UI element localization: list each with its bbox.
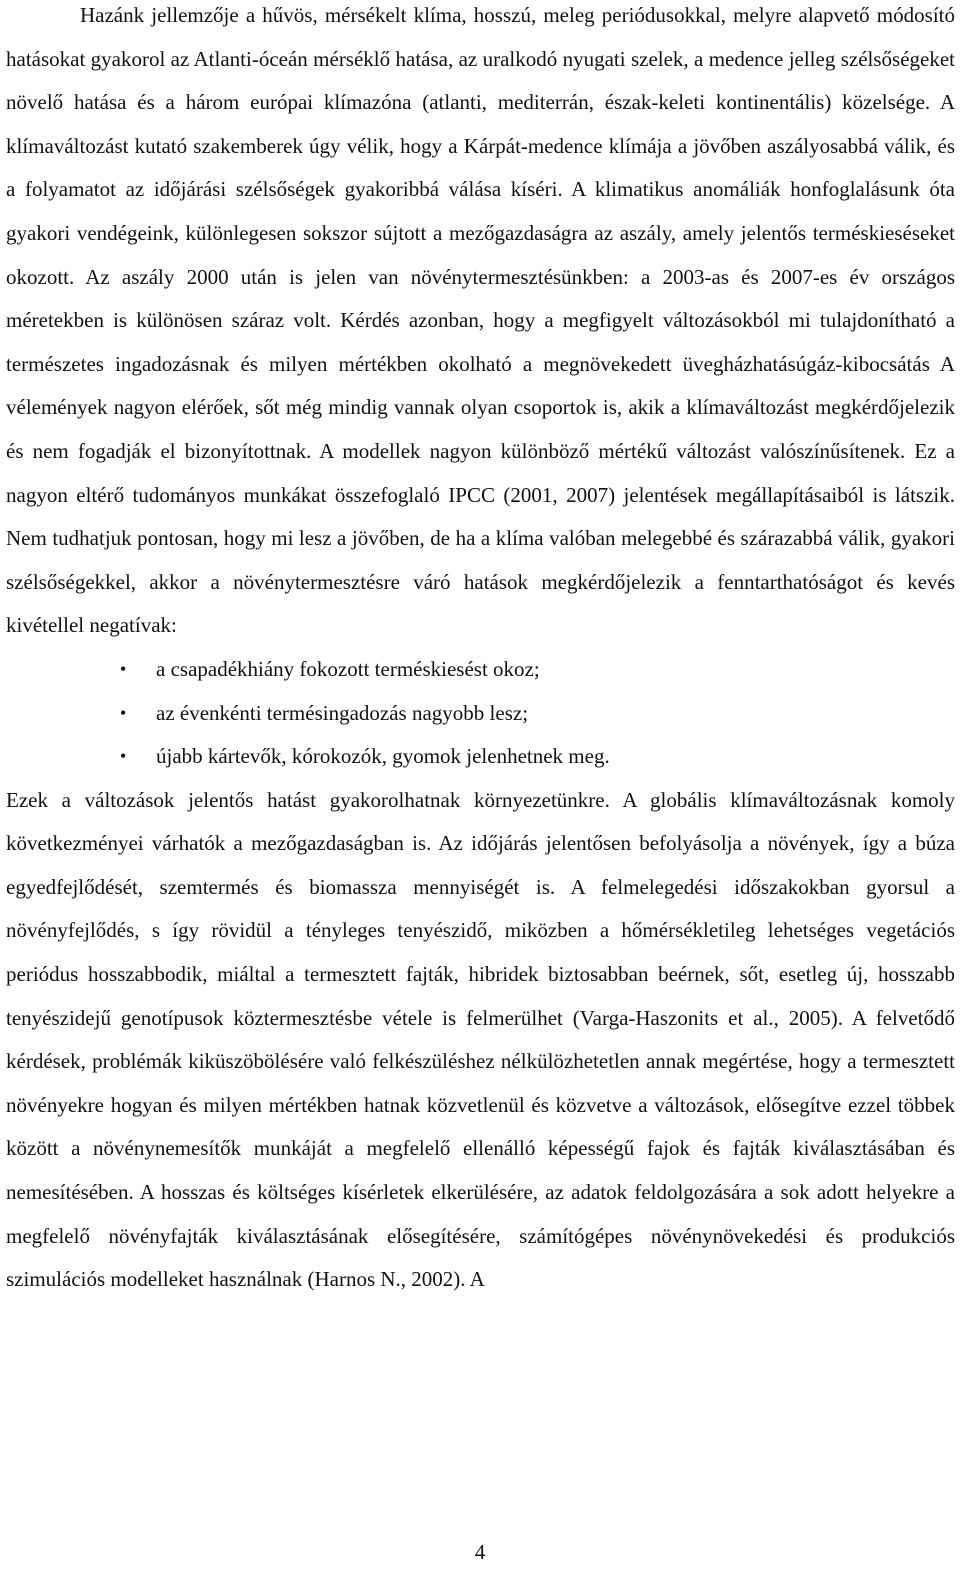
paragraph-climate-intro: Hazánk jellemzője a hűvös, mérsékelt klíma, hosszú, meleg periódusokkal, melyre alapvető módosító hatásokat gyakorol az Atlanti-óceán mérséklő hatása, az uralkodó nyugati szelek, a medence jelleg szélsőségeket növelő hatása és a három európai klímazóna (atlanti, mediterrán, észak-keleti kontinentális) közelsége. A klímaváltozást kutató szakemberek úgy vélik, hogy a Kárpát-medence klímája a jövőben aszályosabbá válik, és a folyamatot az időjárási szélsőségek gyakoribbá válása kíséri. A klimatikus anomáliák honfoglalásunk óta gyakori vendégeink, különlegesen sokszor sújtott a mezőgazdaságra az aszály, amely jelentős terméskieséseket okozott. Az aszály 2000 után is jelen van növénytermesztésünkben: a 2003-as és 2007-es év országos méretekben is különösen száraz volt. Kérdés azonban, hogy a megfigyelt változásokból mi tulajdonítható a természetes ingadozásnak és milyen mértékben okolható a megnövekedett üvegházhatásúgáz-kibocsátás A vélemények nagyon elérőek, sőt még mindig vannak olyan csoportok is, akik a klímaváltozást megkérdőjelezik és nem fogadják el bizonyítottnak. A modellek nagyon különböző mértékű változást valószínűsítenek. Ez a nagyon eltérő tudományos munkákat összefoglaló IPCC (2001, 2007) jelentések megállapításaiból is látszik. Nem tudhatjuk pontosan, hogy mi lesz a jövőben, de ha a klíma valóban melegebbé és szárazabbá válik, gyakori szélsőségekkel, akkor a növénytermesztésre váró hatások megkérdőjelezik a fenntarthatóságot és kevés kivétellel negatívak: — [6, 3, 955, 638]
body-text — [6, 0, 955, 1302]
bullet-text: újabb kártevők, kórokozók, gyomok jelenhetnek meg. — [156, 744, 610, 769]
bullet-icon: • — [120, 746, 127, 767]
paragraph-consequences: Ezek a változások jelentős hatást gyakorolhatnak környezetünkre. A globális klímaváltozásnak komoly következményei várhatók a mezőgazdaságban is. Az időjárás jelentősen befolyásolja a növények, így a búza egyedfejlődését, szemtermés és biomassza mennyiségét is. A felmelegedési időszakokban gyorsul a növényfejlődés, s így rövidül a tényleges tenyészidő, miközben a hőmérsékletileg lehetséges vegetációs periódus hosszabbodik, miáltal a termesztett fajták, hibridek biztosabban beérnek, sőt, esetleg új, hosszabb tenyészidejű genotípusok köztermesztésbe vétele is felmerülhet (Varga-Haszonits et al., 2005). A felvetődő kérdések, problémák kiküszöbölésére való felkészüléshez nélkülözhetetlen annak megértése, hogy a termesztett növényekre hogyan és milyen mértékben hatnak közvetlenül és közvetve a változások, elősegítve ezzel többek között a növénynemesítők munkáját a megfelelő ellenálló képességű fajok és fajták kiválasztásában és nemesítésében. A hosszas és költséges kísérletek elkerülésére, az adatok feldolgozására a sok adott helyekre a megfelelő növényfajták kiválasztásának elősegítésére, számítógépes növénynövekedési és produkciós szimulációs modelleket használnak (Harnos N., 2002). A — [6, 787, 955, 1292]
bullet-text: a csapadékhiány fokozott terméskiesést okoz; — [156, 656, 540, 681]
bullet-item — [120, 735, 955, 779]
bullet-icon: • — [120, 702, 127, 723]
bullet-icon: • — [120, 658, 127, 679]
impact-bullet-list — [6, 648, 955, 779]
bullet-item — [120, 692, 955, 736]
page-number: 4 — [474, 1540, 486, 1564]
bullet-text: az évenkénti termésingadozás nagyobb lesz; — [156, 700, 529, 725]
bullet-item — [120, 648, 955, 692]
